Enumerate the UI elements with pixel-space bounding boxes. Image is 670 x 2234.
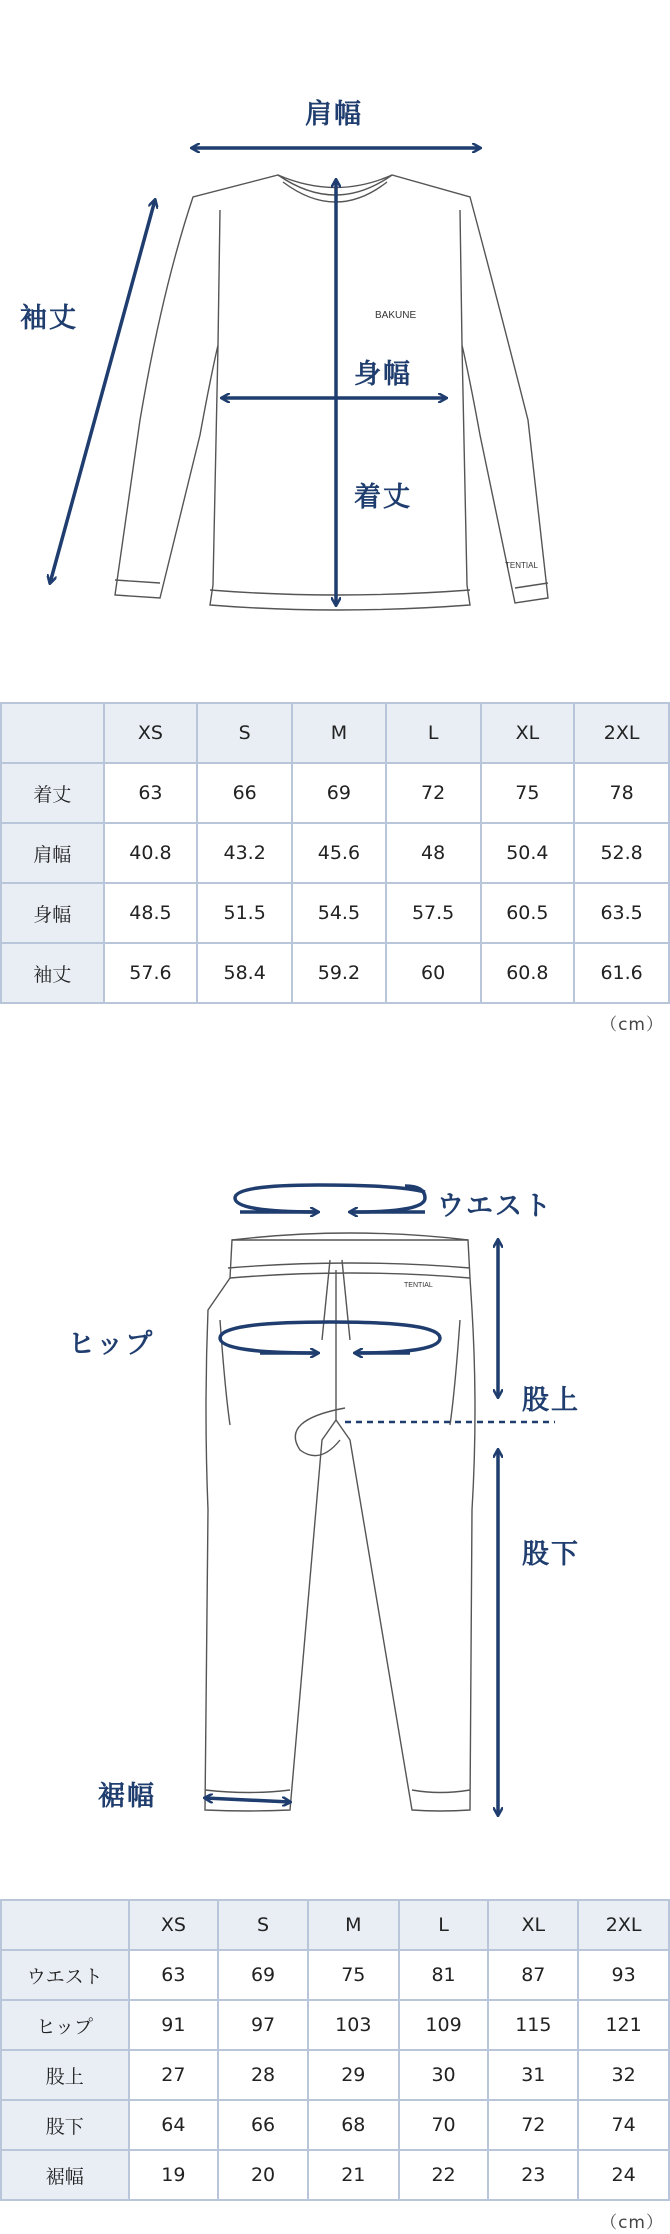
table-cell: 60.8 (481, 943, 575, 1003)
table-cell: 75 (308, 1950, 399, 2000)
waist-print: TENTIAL (404, 1282, 433, 1289)
column-header: 2XL (574, 703, 669, 763)
table-header-row (1, 1900, 669, 1950)
table-cell: 81 (399, 1950, 489, 2000)
row-header: ヒップ (1, 2000, 129, 2050)
column-header: XL (488, 1900, 578, 1950)
sleeve-arrow (50, 200, 155, 583)
table-cell: 54.5 (292, 883, 386, 943)
table-cell: 69 (218, 1950, 308, 2000)
table-row (1, 883, 669, 943)
table-cell: 24 (578, 2150, 669, 2200)
table-cell: 78 (574, 763, 669, 823)
column-header: XL (481, 703, 575, 763)
table-cell: 60.5 (481, 883, 575, 943)
hip-label: ヒップ (68, 1329, 155, 1360)
table-cell: 93 (578, 1950, 669, 2000)
table-cell: 121 (578, 2000, 669, 2050)
table-row (1, 2150, 669, 2200)
bottom-size-table (0, 1899, 670, 2201)
table-cell: 30 (399, 2050, 489, 2100)
table-row (1, 823, 669, 883)
table-row (1, 943, 669, 1003)
column-header: S (197, 703, 292, 763)
table-cell: 74 (578, 2100, 669, 2150)
table-cell: 58.4 (197, 943, 292, 1003)
table-row (1, 2000, 669, 2050)
table-cell: 64 (129, 2100, 219, 2150)
table-cell: 63 (129, 1950, 219, 2000)
rise-label: 股上 (522, 1385, 580, 1416)
table-cell: 57.5 (386, 883, 481, 943)
table-cell: 63.5 (574, 883, 669, 943)
table-row (1, 2050, 669, 2100)
waist-ellipse-left (235, 1185, 425, 1212)
table-cell: 72 (386, 763, 481, 823)
sleeve-label: 袖丈 (20, 303, 78, 334)
table-cell: 66 (218, 2100, 308, 2150)
table-cell: 50.4 (481, 823, 575, 883)
waist-label: ウエスト (437, 1191, 553, 1222)
tshirt-outline (115, 175, 548, 610)
table-cell: 29 (308, 2050, 399, 2100)
row-header: 股上 (1, 2050, 129, 2100)
table-cell: 57.6 (104, 943, 198, 1003)
table-cell: 52.8 (574, 823, 669, 883)
table-cell: 19 (129, 2150, 219, 2200)
table-cell: 32 (578, 2050, 669, 2100)
table-cell: 60 (386, 943, 481, 1003)
top-size-table (0, 702, 670, 1004)
table-cell: 97 (218, 2000, 308, 2050)
table-header-row (1, 703, 669, 763)
top-unit-label: （cm） (600, 1015, 664, 1035)
table-cell: 31 (488, 2050, 578, 2100)
table-cell: 68 (308, 2100, 399, 2150)
column-header: 2XL (578, 1900, 669, 1950)
table-row (1, 1950, 669, 2000)
table-cell: 59.2 (292, 943, 386, 1003)
shoulder-label: 肩幅 (305, 99, 363, 130)
table-cell: 66 (197, 763, 292, 823)
table-cell: 45.6 (292, 823, 386, 883)
hip-ellipse (220, 1322, 440, 1353)
table-corner (1, 1900, 129, 1950)
table-cell: 20 (218, 2150, 308, 2200)
column-header: S (218, 1900, 308, 1950)
row-header: ウエスト (1, 1950, 129, 2000)
table-cell: 70 (399, 2100, 489, 2150)
table-cell: 48 (386, 823, 481, 883)
column-header: L (386, 703, 481, 763)
row-header: 肩幅 (1, 823, 104, 883)
column-header: M (308, 1900, 399, 1950)
body-width-label: 身幅 (354, 359, 412, 390)
pants-diagram (0, 1150, 670, 1870)
pants-illustration (0, 1150, 670, 1870)
inseam-label: 股下 (522, 1539, 580, 1570)
table-cell: 61.6 (574, 943, 669, 1003)
table-row (1, 763, 669, 823)
table-cell: 23 (488, 2150, 578, 2200)
table-cell: 87 (488, 1950, 578, 2000)
column-header: M (292, 703, 386, 763)
column-header: XS (129, 1900, 219, 1950)
bottom-unit-label: （cm） (600, 2213, 664, 2233)
hem-arrow (205, 1798, 290, 1802)
hem-print: TENTIAL (505, 561, 538, 570)
pants-outline (205, 1233, 475, 1811)
tshirt-diagram (0, 0, 670, 680)
table-cell: 27 (129, 2050, 219, 2100)
column-header: XS (104, 703, 198, 763)
row-header: 着丈 (1, 763, 104, 823)
table-cell: 72 (488, 2100, 578, 2150)
table-cell: 115 (488, 2000, 578, 2050)
table-cell: 43.2 (197, 823, 292, 883)
table-cell: 22 (399, 2150, 489, 2200)
row-header: 股下 (1, 2100, 129, 2150)
column-header: L (399, 1900, 489, 1950)
table-corner (1, 703, 104, 763)
table-cell: 69 (292, 763, 386, 823)
table-cell: 48.5 (104, 883, 198, 943)
table-cell: 63 (104, 763, 198, 823)
table-cell: 75 (481, 763, 575, 823)
table-cell: 91 (129, 2000, 219, 2050)
brand-print: BAKUNE (375, 310, 417, 321)
length-label: 着丈 (354, 482, 412, 513)
hem-width-label: 裾幅 (98, 1781, 156, 1812)
row-header: 袖丈 (1, 943, 104, 1003)
table-cell: 28 (218, 2050, 308, 2100)
row-header: 身幅 (1, 883, 104, 943)
row-header: 裾幅 (1, 2150, 129, 2200)
table-cell: 21 (308, 2150, 399, 2200)
table-cell: 109 (399, 2000, 489, 2050)
table-row (1, 2100, 669, 2150)
table-cell: 103 (308, 2000, 399, 2050)
table-cell: 51.5 (197, 883, 292, 943)
table-cell: 40.8 (104, 823, 198, 883)
